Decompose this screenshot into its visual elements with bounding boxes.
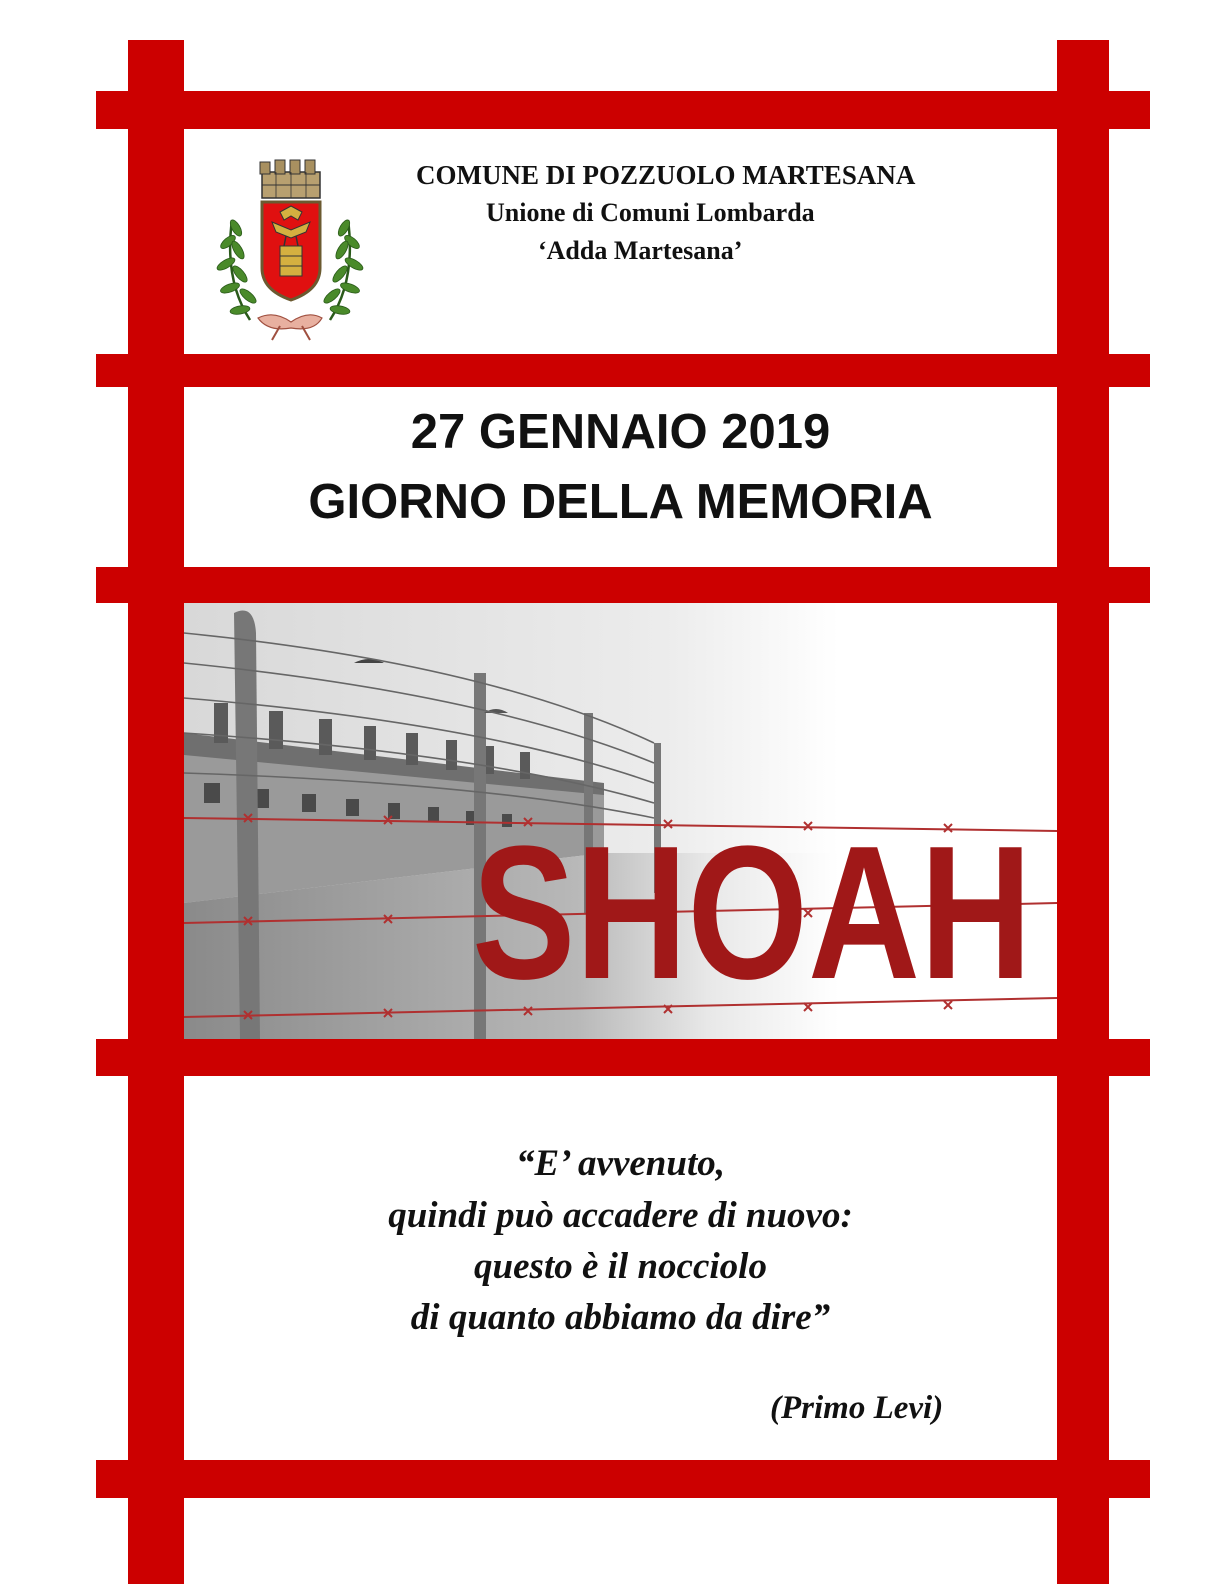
frame-rung-5 <box>96 1460 1150 1498</box>
crown-icon <box>260 160 320 198</box>
frame-rung-4 <box>96 1039 1150 1076</box>
frame-rung-3 <box>96 567 1150 603</box>
frame-rung-1 <box>96 91 1150 129</box>
event-title: GIORNO DELLA MEMORIA <box>308 475 933 529</box>
quote-line-2: quindi può accadere di nuovo: <box>388 1195 853 1236</box>
union-subname: ‘Adda Martesana’ <box>538 236 743 265</box>
quote-line-1: “E’ avvenuto, <box>516 1143 725 1184</box>
municipality-name: COMUNE DI POZZUOLO MARTESANA <box>416 160 916 190</box>
union-name: Unione di Comuni Lombarda <box>486 198 815 227</box>
frame-rung-2 <box>96 354 1150 387</box>
quote-line-4: di quanto abbiamo da dire” <box>410 1297 831 1338</box>
frame-post-left <box>128 40 184 1584</box>
shoah-word: SHOAH <box>472 807 1032 1019</box>
frame-post-right <box>1057 40 1109 1584</box>
shoah-camp-image <box>184 603 1057 1039</box>
municipal-coat-of-arms-icon <box>210 150 370 342</box>
event-date: 27 GENNAIO 2019 <box>410 405 831 459</box>
quote-line-3: questo è il nocciolo <box>474 1246 767 1287</box>
quote-author: (Primo Levi) <box>770 1390 944 1426</box>
